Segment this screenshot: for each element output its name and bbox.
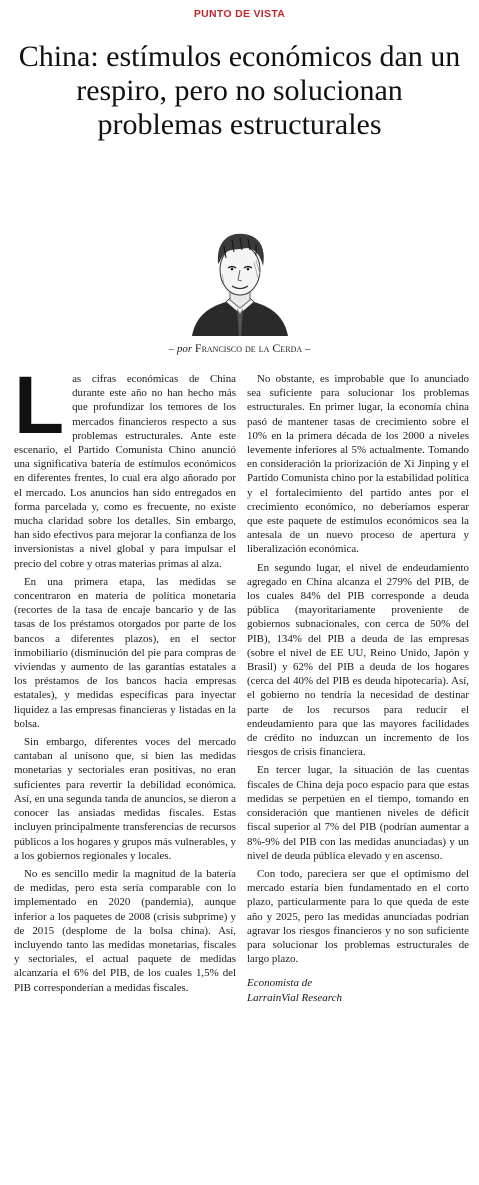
headline: China: estímulos económicos dan un respiro, pero no solucionan problemas estructurales bbox=[18, 40, 461, 141]
section-label: PUNTO DE VISTA bbox=[193, 8, 286, 20]
article-column-left bbox=[14, 360, 236, 999]
drop-cap: L bbox=[14, 360, 65, 451]
article-paragraph: No obstante, es improbable que lo anunciado sea suficiente para solucionar los problemas estructurales. En primer lugar, la economía china pasó de mantener tasas de crecimiento sobre el 10% en la primera década de los 2000 a niveles levemente inferiores al 5% actualmente. Tomando en consideración la priorización de Xi Jinping y el Partido Comunista chino por la estabilidad política y el fortalecimiento del partido antes por el crecimiento económico, no deberíamos esperar que este paquete de estímulos económicos sea la antesala de un nuevo proceso de apertura y liberalización económica. bbox=[247, 373, 469, 556]
author-name: Francisco de la Cerda bbox=[194, 341, 303, 355]
signature-role: Economista de bbox=[247, 977, 313, 990]
article-paragraph: En segundo lugar, el nivel de endeudamiento agregado en China alcanza el 279% del PIB, de los cuales 84% del PIB corresponde a deuda pública (mayoritariamente proveniente de gobiernos subnacionales, con cerca de 50% del PIB), 134% del PIB a deuda de las empresas (sobre el nivel de EE UU, Reino Unido, Japón y Brasil) y 62% del PIB a deuda de los hogares (cerca del 40% del PIB es deuda hipotecaria). Así, el gobierno no tendría la necesidad de destinar parte de los recursos para reducir el endeudamiento para que las mayores facilidades de crédito no induzcan un incremento de los riesgos de crisis financiera. bbox=[247, 561, 469, 759]
article-paragraph bbox=[14, 360, 236, 571]
author-signature bbox=[247, 976, 469, 1006]
article-paragraph: No es sencillo medir la magnitud de la batería de medidas, pero esta sería comparable con lo implementado en 2020 (pandemia), aunque inferior a los paquetes de 2008 (crisis subprime) y de 2015 (desplome de la bolsa china). Así, incluyendo tanto las medidas monetarias, fiscales y sectoriales, el actual paquete de medidas alcanzaría el 6% del PIB, de los cuales 1,5% del PIB corresponderían a medidas fiscales. bbox=[14, 867, 236, 994]
article-paragraph: Con todo, pareciera ser que el optimismo del mercado estaría bien fundamentado en el corto plazo, particularmente para lo que queda de este año y 2025, pero las medidas anunciadas podrían agravar los riesgos financieros y no son suficiente para solucionar los problemas estructurales de largo plazo. bbox=[247, 867, 469, 966]
author-portrait-icon bbox=[190, 218, 290, 336]
article-column-right bbox=[247, 372, 469, 1006]
article-paragraph: En una primera etapa, las medidas se concentraron en materia de política monetaria (recortes de la tasa de encaje bancario y de las tasas de los préstamos otorgados por parte de los bancos a diferentes plazos), en el sector inmobiliario (disminución del pie para compras de viviendas y aumento de las garantías estatales a los préstamos de los bancos hacia empresas estatales), y medidas específicas para inyectar liquidez a las empresas financieras y listadas en la bolsa. bbox=[14, 575, 236, 730]
byline-suffix: – bbox=[302, 343, 311, 355]
article-paragraph: Sin embargo, diferentes voces del mercado cantaban al unísono que, si bien las medidas monetarias y sectoriales eran positivas, no eran suficientes para revertir la debilidad económica. Así, en una segunda tanda de anuncios, se dieron a conocer las ansiadas medidas fiscales. Estas incluyen principalmente transferencias de recursos públicos a los hogares y grupos más vulnerables, y a los gobiernos regionales y locales. bbox=[14, 736, 236, 862]
signature-company: LarrainVial Research bbox=[247, 992, 343, 1005]
paragraph-text: as cifras económicas de China durante este año no han hecho más que profundizar los temores de los mercados financieros respecto a sus problemas estructurales. Ante este escenario, el Partido Comunista Chino anunció una significativa batería de estímulos económicos en diferentes frentes, lo cual era algo añorado por el mercado. Los anuncios han sido entregados en forma parcelada y, como es frecuente, no existe mucha claridad sobre los detalles. Sin embargo, han sido efectivos para mejorar la confianza de los inversionistas a nivel global y para impulsar el precio del cobre y otras materias primas al alza. bbox=[14, 373, 236, 570]
byline-prefix: – por bbox=[168, 343, 195, 355]
byline bbox=[0, 341, 479, 356]
article-paragraph: En tercer lugar, la situación de las cuentas fiscales de China deja poco espacio para que estas medidas se perpetúen en el tiempo, tomando en consideración que mantienen niveles de déficit fiscal superior al 7% del PIB (podrían aumentar a 8%-9% del PIB con las medidas anunciadas) y un nivel de deuda pública elevado y en ascenso. bbox=[247, 764, 469, 862]
